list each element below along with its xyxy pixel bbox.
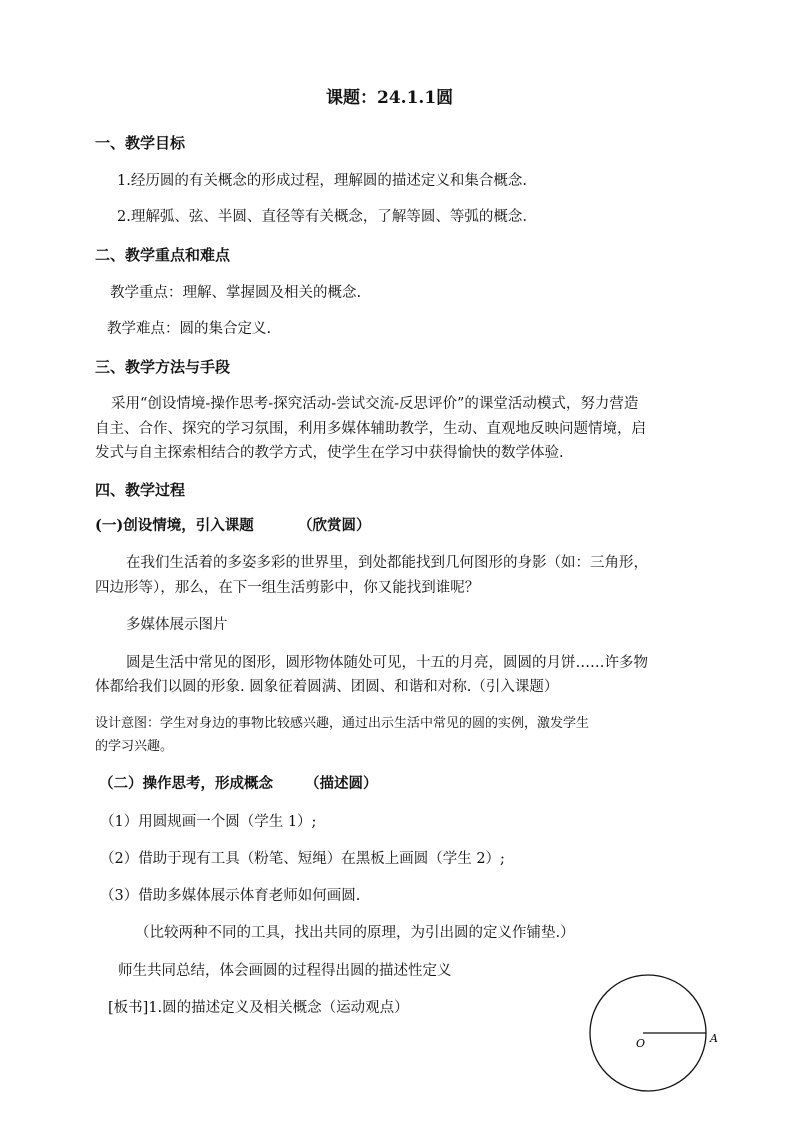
part1-para2-line-2: 体都给我们以圆的形象. 圆象征着圆满、团圆、和谐和对称.（引入课题） <box>95 679 559 695</box>
part1-para2-line-1: 圆是生活中常见的图形，圆形物体随处可见，十五的月亮，圆圆的月饼……许多物 <box>126 655 648 671</box>
summary-text: 师生共同总结，体会画圆的过程得出圆的描述性定义 <box>118 963 452 979</box>
design-intent-line-2: 的学习兴趣。 <box>95 739 174 754</box>
part1-media: 多媒体展示图片 <box>126 617 228 633</box>
design-intent-line-1: 设计意图：学生对身边的事物比较感兴趣，通过出示生活中常见的圆的实例，激发学生 <box>95 716 590 731</box>
objective-item-1: 1.经历圆的有关概念的形成过程，理解圆的描述定义和集合概念. <box>117 173 527 189</box>
step-1: （1）用圆规画一个圆（学生 1）; <box>100 814 317 830</box>
center-label-o: O <box>636 1037 646 1050</box>
methods-line-2: 自主、合作、探究的学习氛围，利用多媒体辅助教学，生动、直观地反映问题情境，启 <box>95 421 646 437</box>
part1-tag: （欣赏圆） <box>298 517 371 534</box>
compare-note: （比较两种不同的工具，找出共同的原理，为引出圆的定义作铺垫.） <box>135 925 575 941</box>
page-title: 课题：24.1.1圆 <box>326 88 454 108</box>
part2-heading: （二）操作思考，形成概念 <box>99 775 273 792</box>
part2-tag: （描述圆） <box>305 775 378 792</box>
section-heading-objectives: 一、教学目标 <box>95 134 186 152</box>
step-2: （2）借助于现有工具（粉笔、短绳）在黑板上画圆（学生 2）; <box>100 851 505 867</box>
part1-para1-line-2: 四边形等），那么，在下一组生活剪影中，你又能找到谁呢？ <box>95 580 480 596</box>
section-heading-process: 四、教学过程 <box>95 481 186 499</box>
key-point-text: 教学重点：理解、掌握圆及相关的概念. <box>110 285 362 301</box>
point-label-a: A <box>710 1032 718 1045</box>
section-heading-methods: 三、教学方法与手段 <box>95 358 231 376</box>
section-heading-key-points: 二、教学重点和难点 <box>95 246 231 264</box>
circle-outline <box>590 975 706 1091</box>
board-note: [板书]1.圆的描述定义及相关概念（运动观点） <box>108 1000 409 1016</box>
part1-heading: (一)创设情境，引入课题 <box>95 517 254 534</box>
objective-item-2: 2.理解弧、弦、半圆、直径等有关概念，了解等圆、等弧的概念. <box>117 209 527 225</box>
step-3: （3）借助多媒体展示体育老师如何画圆. <box>100 888 361 904</box>
methods-line-1: 采用“创设情境-操作思考-探究活动-尝试交流-反思评价”的课堂活动模式，努力营造 <box>111 396 639 412</box>
methods-line-3: 发式与自主探索相结合的教学方式，使学生在学习中获得愉快的数学体验. <box>95 445 564 461</box>
part1-para1-line-1: 在我们生活着的多姿多彩的世界里，到处都能找到几何图形的身影（如：三角形， <box>126 555 648 571</box>
difficulty-text: 教学难点：圆的集合定义. <box>107 321 272 337</box>
